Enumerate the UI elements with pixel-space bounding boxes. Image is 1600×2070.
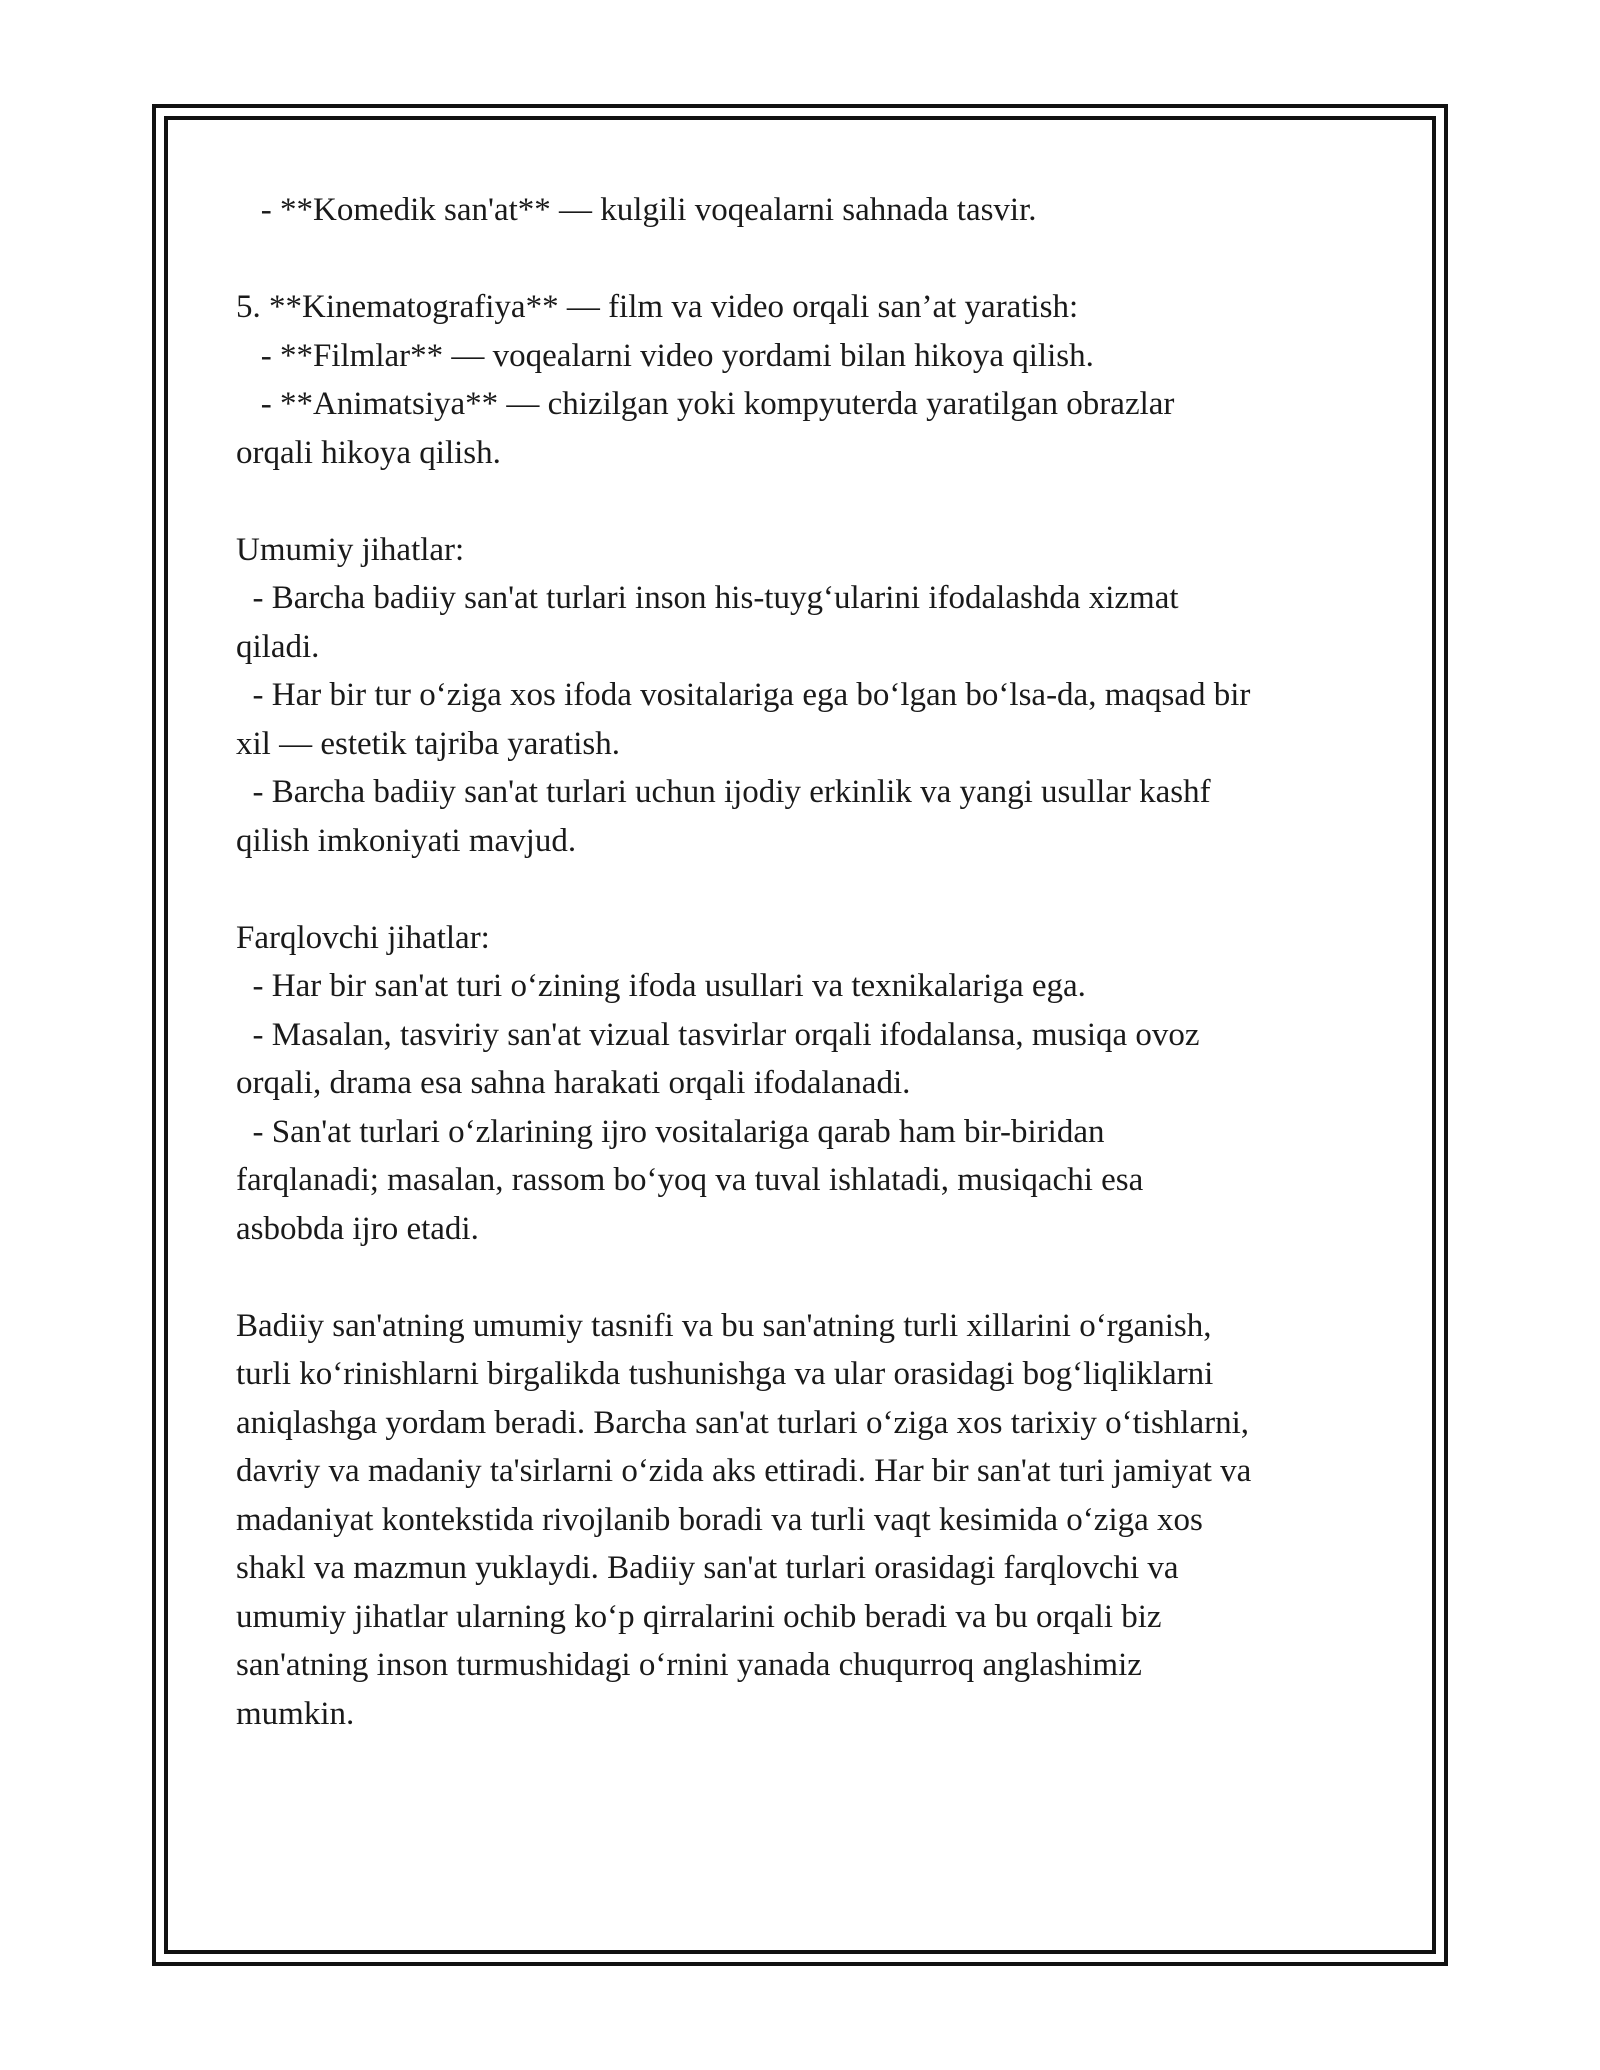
paragraph-line: madaniyat kontekstida rivojlanib boradi va turli vaqt kesimida o‘ziga xos bbox=[236, 1501, 1203, 1538]
blank-line bbox=[236, 1253, 1376, 1302]
list-item-filmlar: - **Filmlar** — voqealarni video yordami bilan hikoya qilish. bbox=[236, 337, 1094, 374]
list-item-umumiy-3-cont: qilish imkoniyati mavjud. bbox=[236, 822, 577, 859]
paragraph-line: aniqlashga yordam beradi. Barcha san'at turlari o‘ziga xos tarixiy o‘tishlarni, bbox=[236, 1404, 1250, 1441]
list-item-farqlovchi-2-cont: orqali, drama esa sahna harakati orqali ifodalanadi. bbox=[236, 1065, 911, 1101]
paragraph-line: turli ko‘rinishlarni birgalikda tushunishga va ular orasidagi bog‘liqliklarni bbox=[236, 1356, 1214, 1392]
section-heading-farqlovchi: Farqlovchi jihatlar: bbox=[236, 919, 490, 956]
list-item-animatsiya: - **Animatsiya** — chizilgan yoki kompyuterda yaratilgan obrazlar bbox=[236, 386, 1175, 422]
blank-line bbox=[236, 235, 1376, 284]
list-item-farqlovchi-3: - San'at turlari o‘zlarining ijro vositalariga qarab ham bir-biridan bbox=[236, 1113, 1105, 1150]
list-item-farqlovchi-3-cont: farqlanadi; masalan, rassom bo‘yoq va tuval ishlatadi, musiqachi esa bbox=[236, 1162, 1144, 1198]
paragraph-line: umumiy jihatlar ularning ko‘p qirralarini ochib beradi va bu orqali biz bbox=[236, 1598, 1162, 1635]
list-item-animatsiya-cont: orqali hikoya qilish. bbox=[236, 434, 501, 471]
section-heading-umumiy: Umumiy jihatlar: bbox=[236, 531, 465, 568]
blank-line bbox=[236, 865, 1376, 914]
document-body bbox=[236, 186, 1376, 1738]
paragraph-line: davriy va madaniy ta'sirlarni o‘zida aks ettiradi. Har bir san'at turi jamiyat va bbox=[236, 1453, 1252, 1489]
paragraph-line: shakl va mazmun yuklaydi. Badiiy san'at turlari orasidagi farqlovchi va bbox=[236, 1550, 1179, 1586]
blank-line bbox=[236, 477, 1376, 526]
list-item-umumiy-2: - Har bir tur o‘ziga xos ifoda vositalariga ega bo‘lgan bo‘lsa-da, maqsad bir bbox=[236, 677, 1251, 713]
list-item-farqlovchi-2: - Masalan, tasviriy san'at vizual tasvirlar orqali ifodalansa, musiqa ovoz bbox=[236, 1016, 1200, 1053]
paragraph-line: san'atning inson turmushidagi o‘rnini yanada chuqurroq anglashimiz bbox=[236, 1647, 1142, 1683]
list-item-farqlovchi-3-cont: asbobda ijro etadi. bbox=[236, 1210, 479, 1247]
list-item-umumiy-3: - Barcha badiiy san'at turlari uchun ijodiy erkinlik va yangi usullar kashf bbox=[236, 774, 1211, 810]
list-item-komedik: - **Komedik san'at** — kulgili voqealarni sahnada tasvir. bbox=[236, 192, 1037, 228]
paragraph-line: Badiiy san'atning umumiy tasnifi va bu san'atning turli xillarini o‘rganish, bbox=[236, 1307, 1212, 1344]
list-item-umumiy-2-cont: xil — estetik tajriba yaratish. bbox=[236, 725, 620, 762]
section-heading-kinematografiya: 5. **Kinematografiya** — film va video orqali san’at yaratish: bbox=[236, 289, 1079, 325]
list-item-umumiy-1-cont: qiladi. bbox=[236, 628, 320, 665]
paragraph-line: mumkin. bbox=[236, 1695, 355, 1732]
list-item-umumiy-1: - Barcha badiiy san'at turlari inson his-tuyg‘ularini ifodalashda xizmat bbox=[236, 580, 1179, 616]
list-item-farqlovchi-1: - Har bir san'at turi o‘zining ifoda usullari va texnikalariga ega. bbox=[236, 968, 1086, 1004]
